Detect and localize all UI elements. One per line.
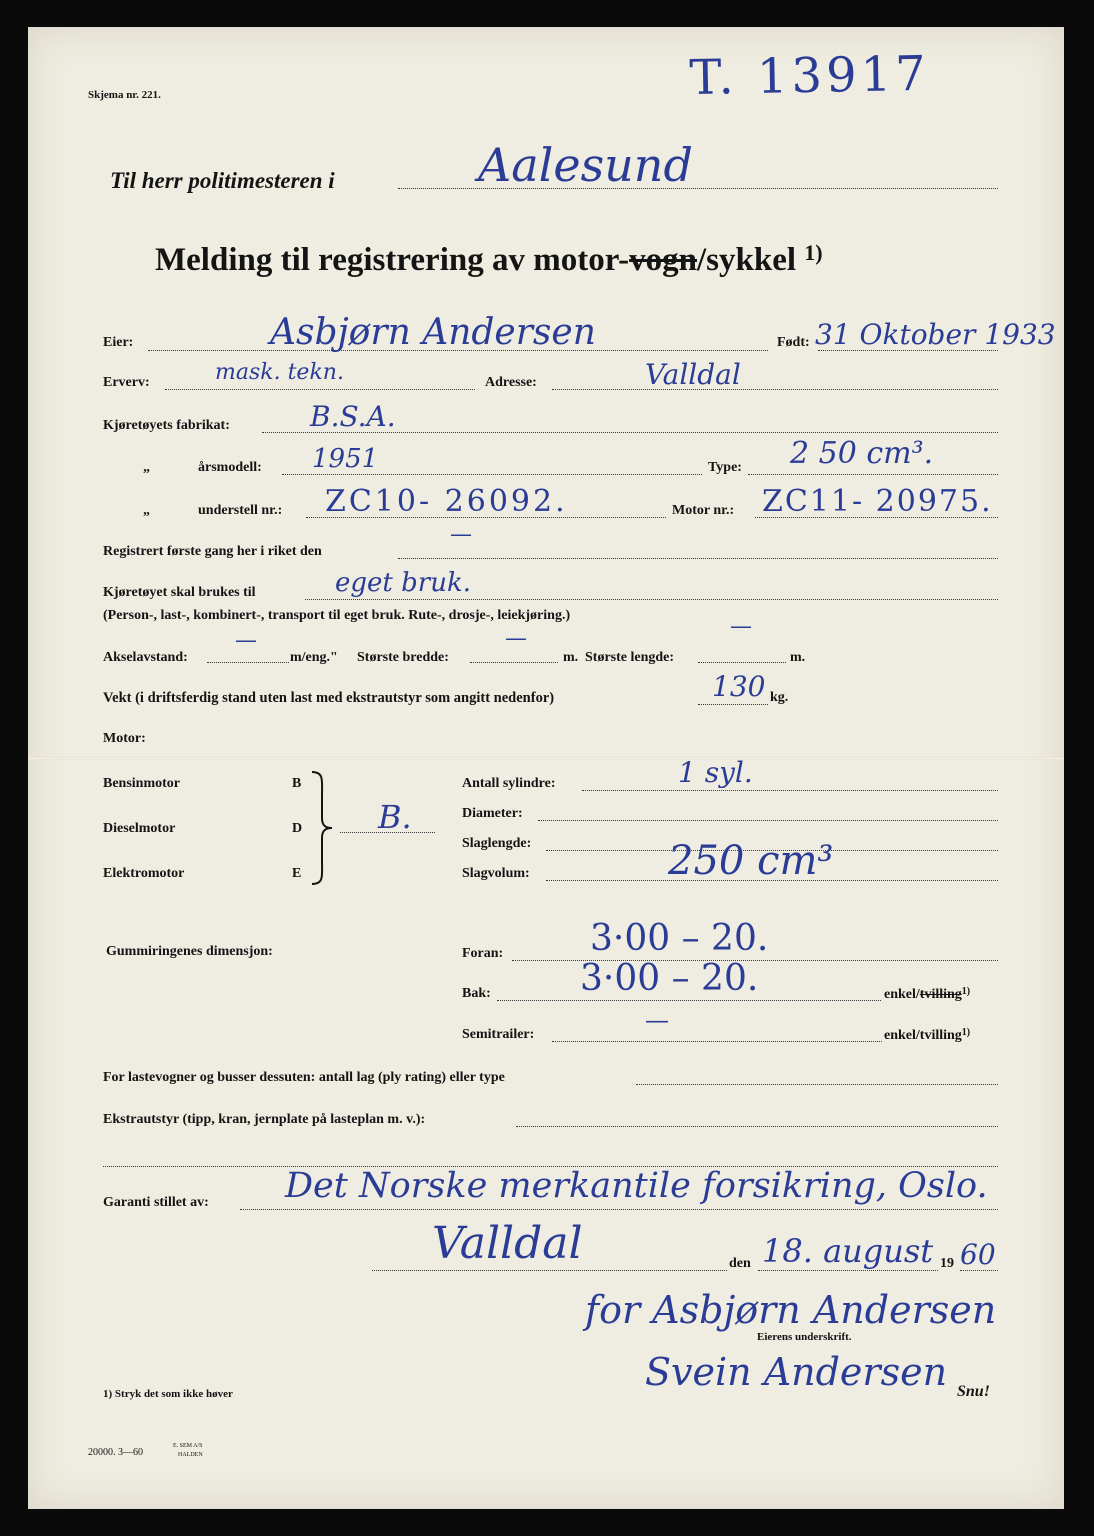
wheelbase-unit: m/eng."	[290, 650, 338, 665]
wheelbase-line	[207, 662, 289, 663]
guarantee-value: Det Norske merkantile forsikring, Oslo.	[285, 1166, 988, 1206]
guarantee-label: Garanti stillet av:	[103, 1195, 209, 1210]
width-line	[470, 662, 558, 663]
usage-line	[305, 599, 998, 600]
date-line	[758, 1270, 938, 1271]
rear-tyre-value: 3·00 – 20.	[580, 958, 759, 999]
rear-tyre-label: Bak:	[462, 986, 491, 1001]
place-line	[372, 1270, 727, 1271]
petrol-engine-code: B	[292, 776, 302, 791]
addressee-label: Til herr politimesteren i	[110, 168, 335, 193]
width-label: Største bredde:	[357, 650, 449, 665]
type-line	[748, 474, 998, 475]
form-number: Skjema nr. 221.	[88, 89, 161, 101]
case-number: T. 13917	[689, 45, 931, 106]
owner-label: Eier:	[103, 335, 134, 350]
turn-over-note: Snu!	[957, 1383, 990, 1400]
width-unit: m.	[563, 650, 579, 665]
make-label: Kjøretøyets fabrikat:	[103, 418, 230, 433]
wheelbase-label: Akselavstand:	[103, 650, 188, 665]
petrol-engine-label: Bensinmotor	[103, 776, 180, 791]
guarantee-line	[240, 1209, 998, 1210]
cylinder-count-value: 1 syl.	[678, 756, 753, 789]
extra-equipment-label: Ekstrautstyr (tipp, kran, jernplate på lasteplan m. v.):	[103, 1112, 426, 1127]
ply-rating-line	[636, 1084, 998, 1085]
occupation-line	[165, 389, 475, 390]
rear-tyre-type: enkel/tvilling$^{1)}$	[884, 986, 971, 1002]
first-registered-value: —	[450, 522, 472, 547]
wheelbase-value: —	[235, 628, 257, 653]
length-line	[698, 662, 786, 663]
print-run: 20000. 3—60	[88, 1447, 143, 1458]
type-value: 2 50 cm³.	[790, 436, 934, 471]
length-unit: m.	[790, 650, 806, 665]
electric-engine-label: Elektromotor	[103, 866, 185, 881]
page-fold	[28, 757, 1064, 760]
displacement-value: 250 cm³	[668, 838, 834, 884]
printer-city: HALDEN	[178, 1452, 203, 1458]
first-registered-label: Registrert første gang her i riket den	[103, 544, 322, 559]
chassis-value: ZC10- 26092.	[325, 484, 568, 519]
semitrailer-value: —	[645, 1006, 689, 1034]
length-label: Største lengde:	[585, 650, 675, 665]
electric-engine-code: E	[292, 866, 302, 881]
tyre-dimension-label: Gummiringenes dimensjon:	[106, 944, 273, 959]
owner-value: Asbjørn Andersen	[270, 312, 596, 353]
displacement-label: Slagvolum:	[462, 866, 530, 881]
occupation-value: mask. tekn.	[215, 360, 344, 385]
front-tyre-label: Foran:	[462, 946, 504, 961]
engine-number-label: Motor nr.:	[672, 503, 735, 518]
weight-unit: kg.	[770, 690, 789, 705]
motor-brace	[308, 770, 338, 886]
model-year-line	[282, 474, 702, 475]
usage-value: eget bruk.	[335, 568, 471, 598]
extra-equipment-line	[516, 1126, 998, 1127]
date-value: 18. august	[762, 1232, 934, 1270]
footnote: 1) Stryk det som ikke høver	[103, 1388, 233, 1400]
motor-label: Motor:	[103, 731, 146, 746]
owner-signature: for Asbjørn Andersen	[585, 1288, 997, 1332]
cylinder-count-label: Antall sylindre:	[462, 776, 556, 791]
weight-value: 130	[712, 670, 766, 703]
signature-caption: Eierens underskrift.	[757, 1331, 852, 1343]
type-label: Type:	[708, 460, 742, 475]
ditto-mark: „	[143, 460, 150, 475]
address-line	[552, 389, 998, 390]
second-signature: Svein Andersen	[645, 1350, 948, 1394]
first-registered-line	[398, 558, 998, 559]
born-value: 31 Oktober 1933	[815, 318, 1056, 351]
bore-line	[538, 820, 998, 821]
year-prefix: 19	[940, 1256, 954, 1271]
weight-label: Vekt (i driftsferdig stand uten last med ekstrautstyr som angitt nedenfor)	[103, 690, 555, 706]
date-prefix-label: den	[729, 1256, 751, 1271]
semitrailer-line	[552, 1041, 882, 1042]
ditto-mark: „	[143, 503, 150, 518]
usage-label: Kjøretøyet skal brukes til	[103, 585, 256, 600]
born-label: Født:	[777, 335, 810, 350]
model-year-value: 1951	[312, 444, 379, 474]
rear-tyre-line	[497, 1000, 881, 1001]
stroke-label: Slaglengde:	[462, 836, 532, 851]
address-label: Adresse:	[485, 375, 537, 390]
weight-line	[698, 704, 768, 705]
front-tyre-value: 3·00 – 20.	[590, 918, 769, 959]
form-title: Melding til registrering av motor-vogn/sykkel $^{1)}$	[155, 240, 823, 278]
engine-number-value: ZC11- 20975.	[762, 484, 993, 519]
occupation-label: Erverv:	[103, 375, 150, 390]
semitrailer-label: Semitrailer:	[462, 1027, 535, 1042]
chassis-label: understell nr.:	[198, 503, 283, 518]
usage-note: (Person-, last-, kombinert-, transport til eget bruk. Rute-, drosje-, leiekjøring.)	[103, 608, 571, 623]
semitrailer-type: enkel/tvilling$^{1)}$	[884, 1027, 971, 1043]
diesel-engine-label: Dieselmotor	[103, 821, 176, 836]
place-value: Valldal	[432, 1218, 583, 1269]
length-value: —	[730, 614, 752, 639]
width-value: —	[505, 626, 527, 651]
ply-rating-label: For lastevogner og busser dessuten: antall lag (ply rating) eller type	[103, 1070, 505, 1085]
printer-name: E. SEM A/S	[173, 1443, 203, 1449]
diesel-engine-code: D	[292, 821, 303, 836]
year-value: 60	[960, 1238, 996, 1271]
address-value: Valldal	[645, 358, 741, 391]
bore-label: Diameter:	[462, 806, 523, 821]
addressee-value: Aalesund	[478, 138, 693, 192]
cylinder-count-line	[582, 790, 998, 791]
motor-selection-value: B.	[378, 798, 412, 836]
make-value: B.S.A.	[310, 400, 396, 433]
model-year-label: årsmodell:	[198, 460, 262, 475]
